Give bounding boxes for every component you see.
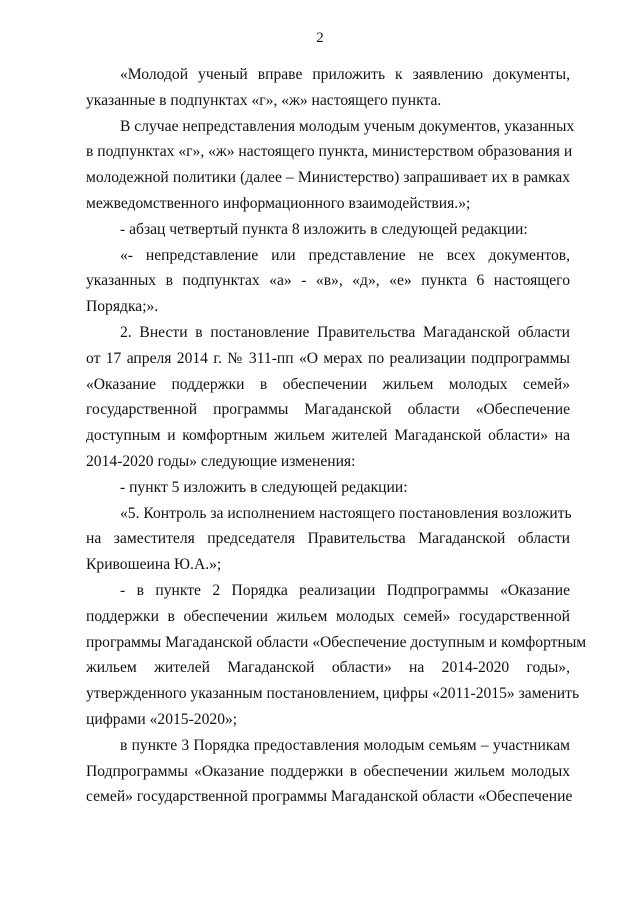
text-line: - абзац четвертый пункта 8 изложить в следующей редакции: <box>120 220 528 238</box>
text-line: Подпрограммы «Оказание поддержки в обеспечении жильем молодых <box>86 762 570 780</box>
text-line: доступным и комфортным жильем жителей Магаданской области» на <box>86 427 570 445</box>
text-line: В случае непредставления молодым ученым документов, указанных <box>120 117 575 135</box>
text-line: «5. Контроль за исполнением настоящего постановления возложить <box>120 504 572 522</box>
text-line: Кривошеина Ю.А.»; <box>86 556 222 574</box>
text-line: государственной программы Магаданской области «Обеспечение <box>86 401 570 419</box>
text-line: утвержденного указанным постановлением, цифры «2011-2015» заменить <box>86 685 580 703</box>
text-line: «- непредставление или представление не всех документов, <box>120 246 570 264</box>
text-line: поддержки в обеспечении жильем молодых семей» государственной <box>86 607 570 625</box>
text-line: межведомственного информационного взаимодействия.»; <box>86 194 471 212</box>
text-line: в пункте 3 Порядка предоставления молодым семьям – участникам <box>120 736 570 754</box>
text-line: - в пункте 2 Порядка реализации Подпрограммы «Оказание <box>120 581 570 599</box>
text-line: «Молодой ученый вправе приложить к заявлению документы, <box>120 66 570 83</box>
text-line: «Оказание поддержки в обеспечении жильем молодых семей» <box>86 375 570 393</box>
text-line: на заместителя председателя Правительства Магаданской области <box>86 530 570 548</box>
text-line: 2014-2020 годы» следующие изменения: <box>86 452 356 470</box>
text-line: семей» государственной программы Магаданской области «Обеспечение <box>86 788 573 806</box>
text-line: в подпунктах «г», «ж» настоящего пункта, министерством образования и <box>86 143 573 161</box>
text-line: цифрами «2015-2020»; <box>86 710 238 728</box>
text-line: - пункт 5 изложить в следующей редакции: <box>120 478 408 496</box>
text-line: Порядка;». <box>86 298 159 316</box>
text-line: указанные в подпунктах «г», «ж» настоящего пункта. <box>86 91 442 109</box>
text-line: указанных в подпунктах «а» - «в», «д», «е» пункта 6 настоящего <box>86 272 570 290</box>
text-line: от 17 апреля 2014 г. № 311-пп «О мерах по реализации подпрограммы <box>86 349 570 367</box>
text-line: жильем жителей Магаданской области» на 2014-2020 годы», <box>86 659 570 677</box>
page-number: 2 <box>316 30 324 46</box>
text-line: 2. Внести в постановление Правительства Магаданской области <box>120 323 570 341</box>
document-body <box>86 62 587 810</box>
text-line: программы Магаданской области «Обеспечение доступным и комфортным <box>86 633 587 651</box>
text-line: молодежной политики (далее – Министерство) запрашивает их в рамках <box>86 169 570 187</box>
